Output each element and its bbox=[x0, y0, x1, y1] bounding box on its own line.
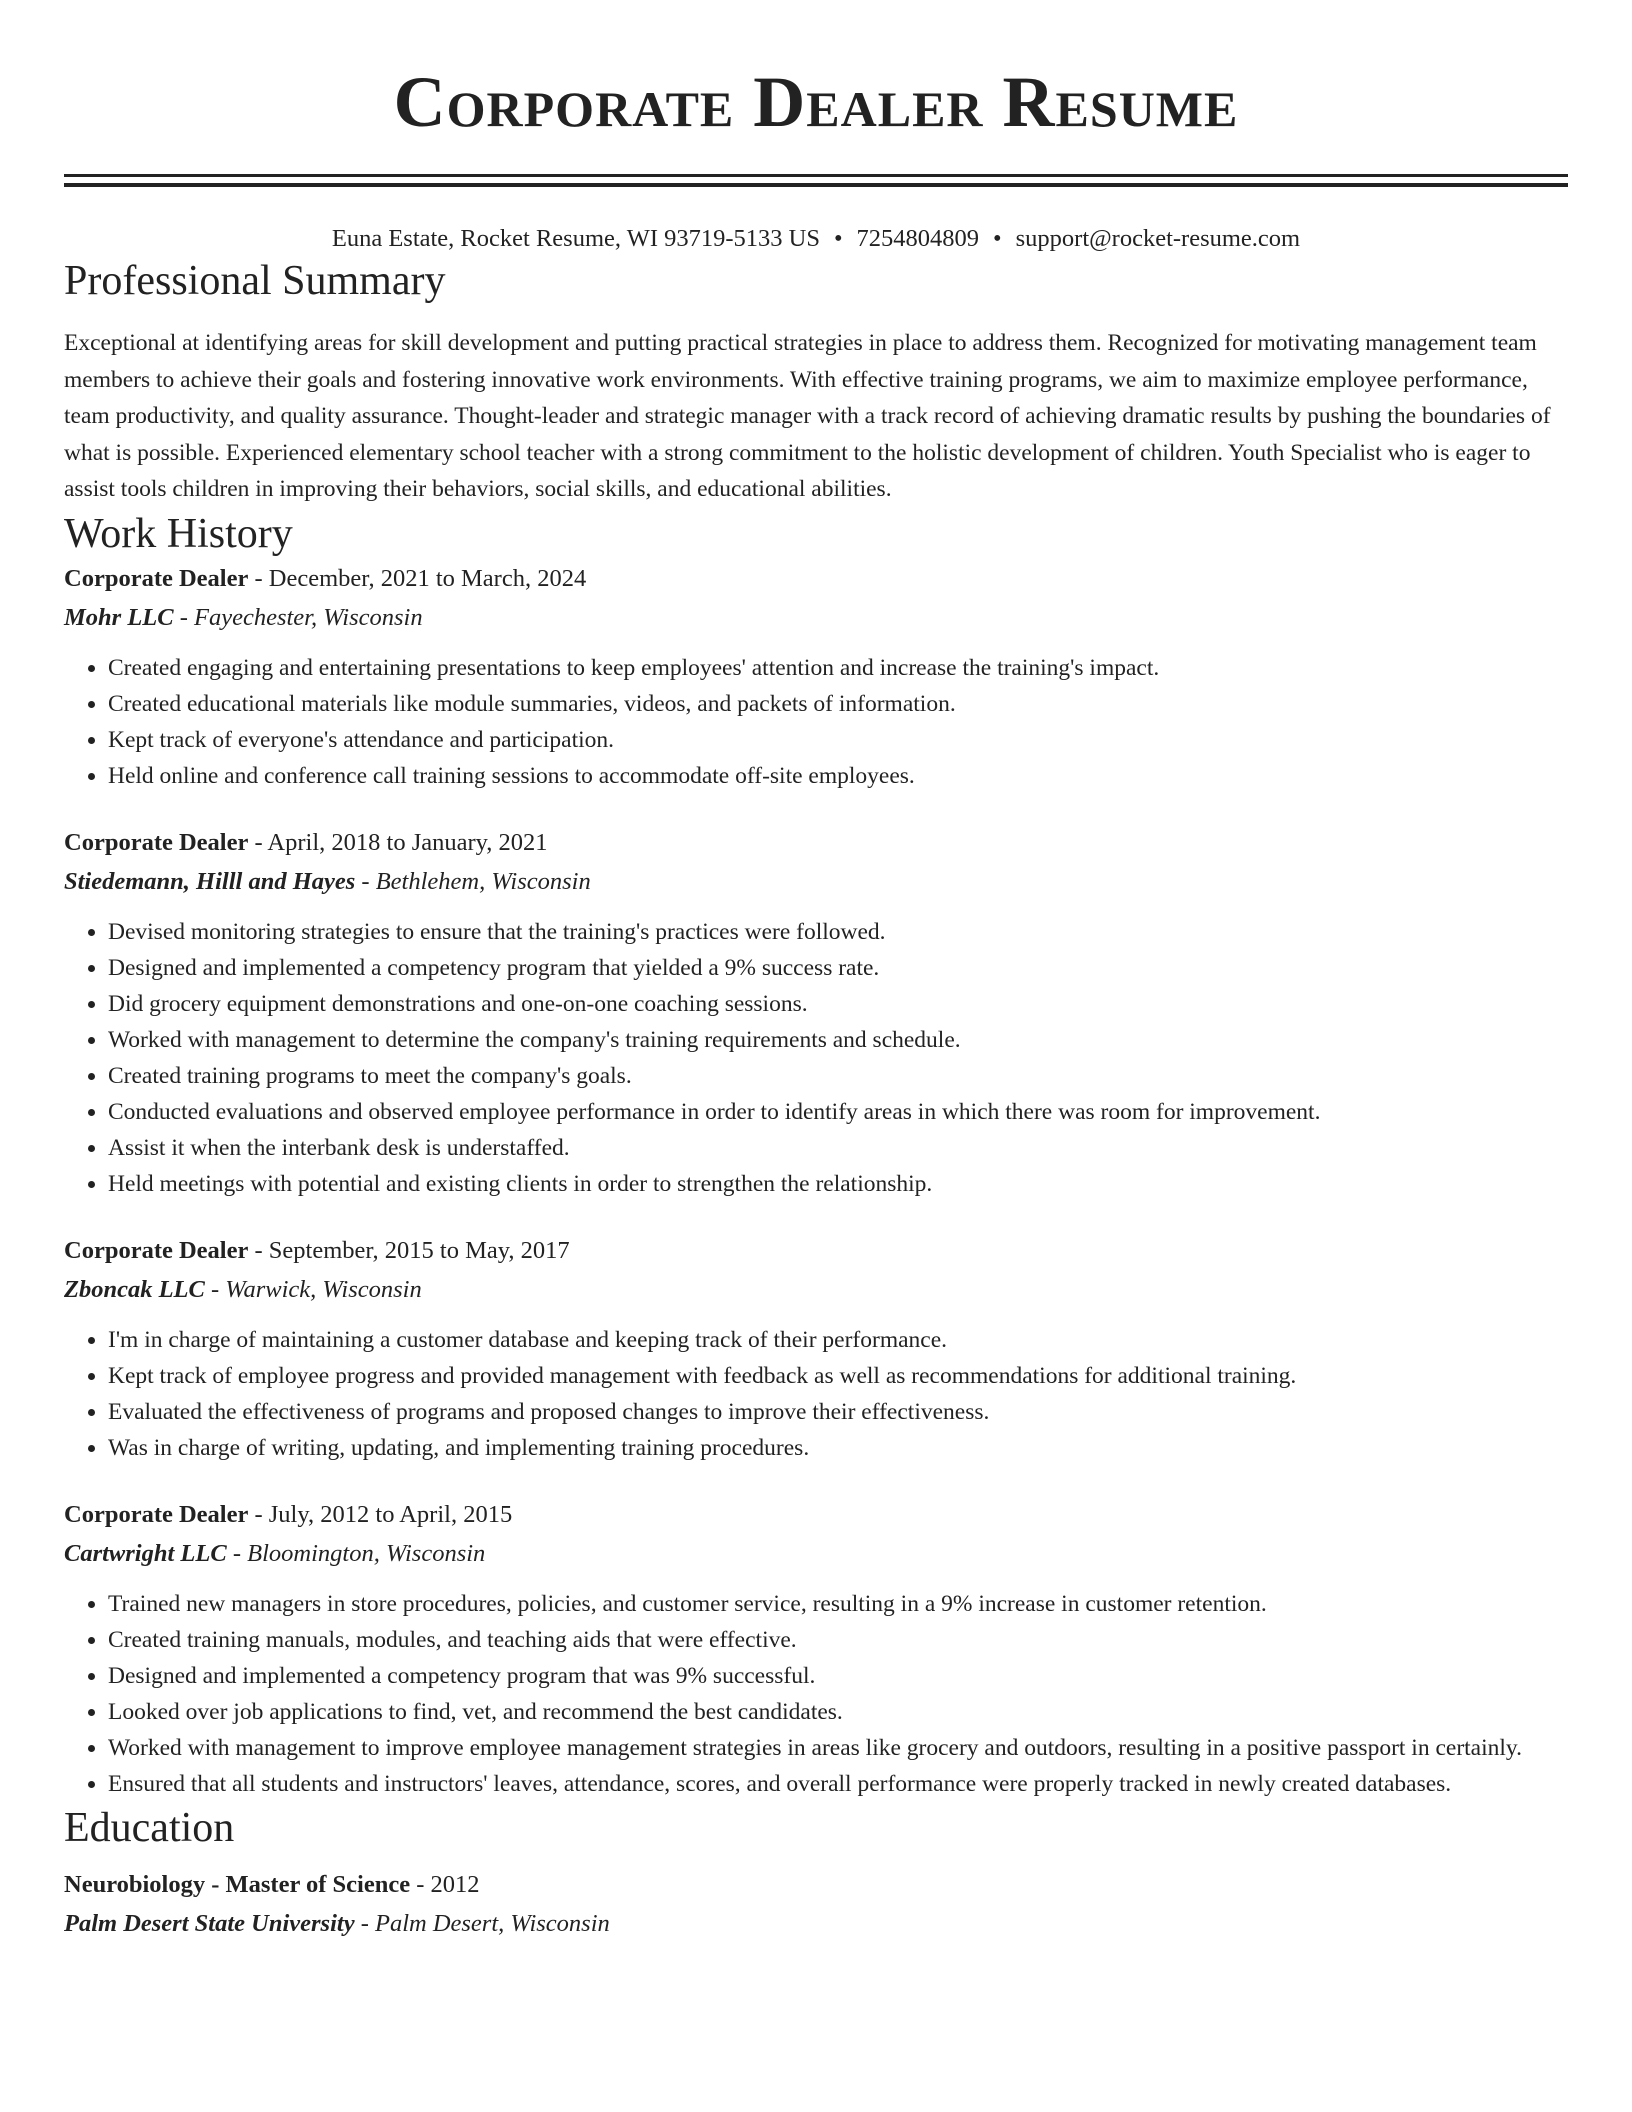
job-company-line bbox=[64, 862, 1568, 902]
contact-address: Euna Estate, Rocket Resume, WI 93719-5133 US bbox=[331, 225, 820, 252]
job-company: Cartwright LLC bbox=[64, 1539, 227, 1567]
job-bullet: • Worked with management to improve employee management strategies in areas like grocery and outdoors, resulting in a positive passport in certainly. bbox=[108, 1730, 1568, 1766]
job-bullet: • Was in charge of writing, updating, and implementing training procedures. bbox=[108, 1430, 1568, 1466]
title-divider bbox=[64, 174, 1568, 187]
job-role: Corporate Dealer bbox=[64, 564, 249, 592]
job-bullet: • Kept track of employee progress and provided management with feedback as well as recommendations for additional training. bbox=[108, 1358, 1568, 1394]
job-bullet: • Assist it when the interbank desk is understaffed. bbox=[108, 1130, 1568, 1166]
contact-email: support@rocket-resume.com bbox=[1015, 225, 1301, 252]
job-bullets bbox=[64, 1322, 1568, 1466]
job-location: - Bethlehem, Wisconsin bbox=[355, 867, 591, 895]
job-bullets bbox=[64, 1586, 1568, 1802]
job-location: - Fayechester, Wisconsin bbox=[173, 603, 423, 631]
job-bullet: • Held meetings with potential and existing clients in order to strengthen the relationship. bbox=[108, 1166, 1568, 1202]
education-entry bbox=[64, 1866, 1568, 1944]
job-company-line bbox=[64, 1270, 1568, 1310]
job-role: Corporate Dealer bbox=[64, 1236, 249, 1264]
contact-phone: 7254804809 bbox=[856, 225, 980, 252]
job-title-line bbox=[64, 1232, 1568, 1270]
job-bullet: • Designed and implemented a competency program that yielded a 9% success rate. bbox=[108, 950, 1568, 986]
job-company: Mohr LLC bbox=[64, 603, 174, 631]
job-entry bbox=[64, 1232, 1568, 1466]
job-bullet: • I'm in charge of maintaining a customer database and keeping track of their performance. bbox=[108, 1322, 1568, 1358]
contact-separator: • bbox=[833, 225, 843, 252]
job-bullet: • Conducted evaluations and observed employee performance in order to identify areas in which there was room for improvement. bbox=[108, 1094, 1568, 1130]
job-company: Stiedemann, Hilll and Hayes bbox=[64, 867, 356, 895]
contact-line bbox=[64, 223, 1568, 255]
job-bullets bbox=[64, 650, 1568, 794]
job-dates: - April, 2018 to January, 2021 bbox=[248, 828, 548, 856]
job-bullet: • Created engaging and entertaining presentations to keep employees' attention and increase the training's impact. bbox=[108, 650, 1568, 686]
job-company: Zboncak LLC bbox=[64, 1275, 205, 1303]
contact-separator: • bbox=[993, 225, 1002, 252]
job-bullet: • Created training manuals, modules, and teaching aids that were effective. bbox=[108, 1622, 1568, 1658]
education-heading: Education bbox=[64, 1804, 235, 1851]
job-bullet: • Did grocery equipment demonstrations and one-on-one coaching sessions. bbox=[108, 986, 1568, 1022]
job-dates: - July, 2012 to April, 2015 bbox=[248, 1500, 513, 1528]
job-bullet: • Ensured that all students and instructors' leaves, attendance, scores, and overall performance were properly tracked in newly created databases. bbox=[108, 1766, 1568, 1802]
education-list bbox=[64, 1866, 1568, 1944]
education-year: - 2012 bbox=[410, 1870, 480, 1898]
job-bullet: • Devised monitoring strategies to ensure that the training's practices were followed. bbox=[108, 914, 1568, 950]
education-degree-line bbox=[64, 1866, 1568, 1904]
education-school-line bbox=[64, 1904, 1568, 1944]
job-bullet: • Created training programs to meet the company's goals. bbox=[108, 1058, 1568, 1094]
job-dates: - December, 2021 to March, 2024 bbox=[248, 564, 587, 592]
resume-title: Corporate Dealer Resume bbox=[393, 62, 1239, 142]
job-role: Corporate Dealer bbox=[64, 1500, 249, 1528]
education-school: Palm Desert State University bbox=[64, 1909, 355, 1937]
job-entry bbox=[64, 1496, 1568, 1802]
job-bullet: • Worked with management to determine the company's training requirements and schedule. bbox=[108, 1022, 1568, 1058]
job-role: Corporate Dealer bbox=[64, 828, 249, 856]
job-title-line bbox=[64, 1496, 1568, 1534]
job-company-line bbox=[64, 1534, 1568, 1574]
job-entry bbox=[64, 560, 1568, 794]
job-bullet: • Designed and implemented a competency program that was 9% successful. bbox=[108, 1658, 1568, 1694]
job-title-line bbox=[64, 560, 1568, 598]
education-degree: Neurobiology - Master of Science bbox=[64, 1870, 411, 1898]
job-dates: - September, 2015 to May, 2017 bbox=[248, 1236, 570, 1264]
job-bullet: • Trained new managers in store procedures, policies, and customer service, resulting in a 9% increase in customer retention. bbox=[108, 1586, 1568, 1622]
job-bullet: • Created educational materials like module summaries, videos, and packets of information. bbox=[108, 686, 1568, 722]
job-bullet: • Kept track of everyone's attendance and participation. bbox=[108, 722, 1568, 758]
work-history-heading: Work History bbox=[64, 510, 293, 557]
job-company-line bbox=[64, 598, 1568, 638]
job-location: - Bloomington, Wisconsin bbox=[226, 1539, 486, 1567]
job-bullet: • Looked over job applications to find, vet, and recommend the best candidates. bbox=[108, 1694, 1568, 1730]
work-history-list bbox=[64, 560, 1568, 1802]
education-location: - Palm Desert, Wisconsin bbox=[354, 1909, 610, 1937]
summary-heading: Professional Summary bbox=[64, 258, 446, 304]
job-bullets bbox=[64, 914, 1568, 1202]
job-bullet: • Held online and conference call training sessions to accommodate off-site employees. bbox=[108, 758, 1568, 794]
job-title-line bbox=[64, 824, 1568, 862]
job-entry bbox=[64, 824, 1568, 1202]
job-bullet: • Evaluated the effectiveness of programs and proposed changes to improve their effectiveness. bbox=[108, 1394, 1568, 1430]
job-location: - Warwick, Wisconsin bbox=[204, 1275, 422, 1303]
summary-text: Exceptional at identifying areas for skill development and putting practical strategies in place to address them. Recognized for motivating management team members to achieve their goals and fostering innovative work environments. With effective training programs, we aim to maximize employee performance, team productivity, and quality assurance. Thought-leader and strategic manager with a track record of achieving dramatic results by pushing the boundaries of what is possible. Experienced elementary school teacher with a strong commitment to the holistic development of children. Youth Specialist who is eager to assist tools children in improving their behaviors, social skills, and educational abilities. bbox=[64, 330, 1551, 502]
